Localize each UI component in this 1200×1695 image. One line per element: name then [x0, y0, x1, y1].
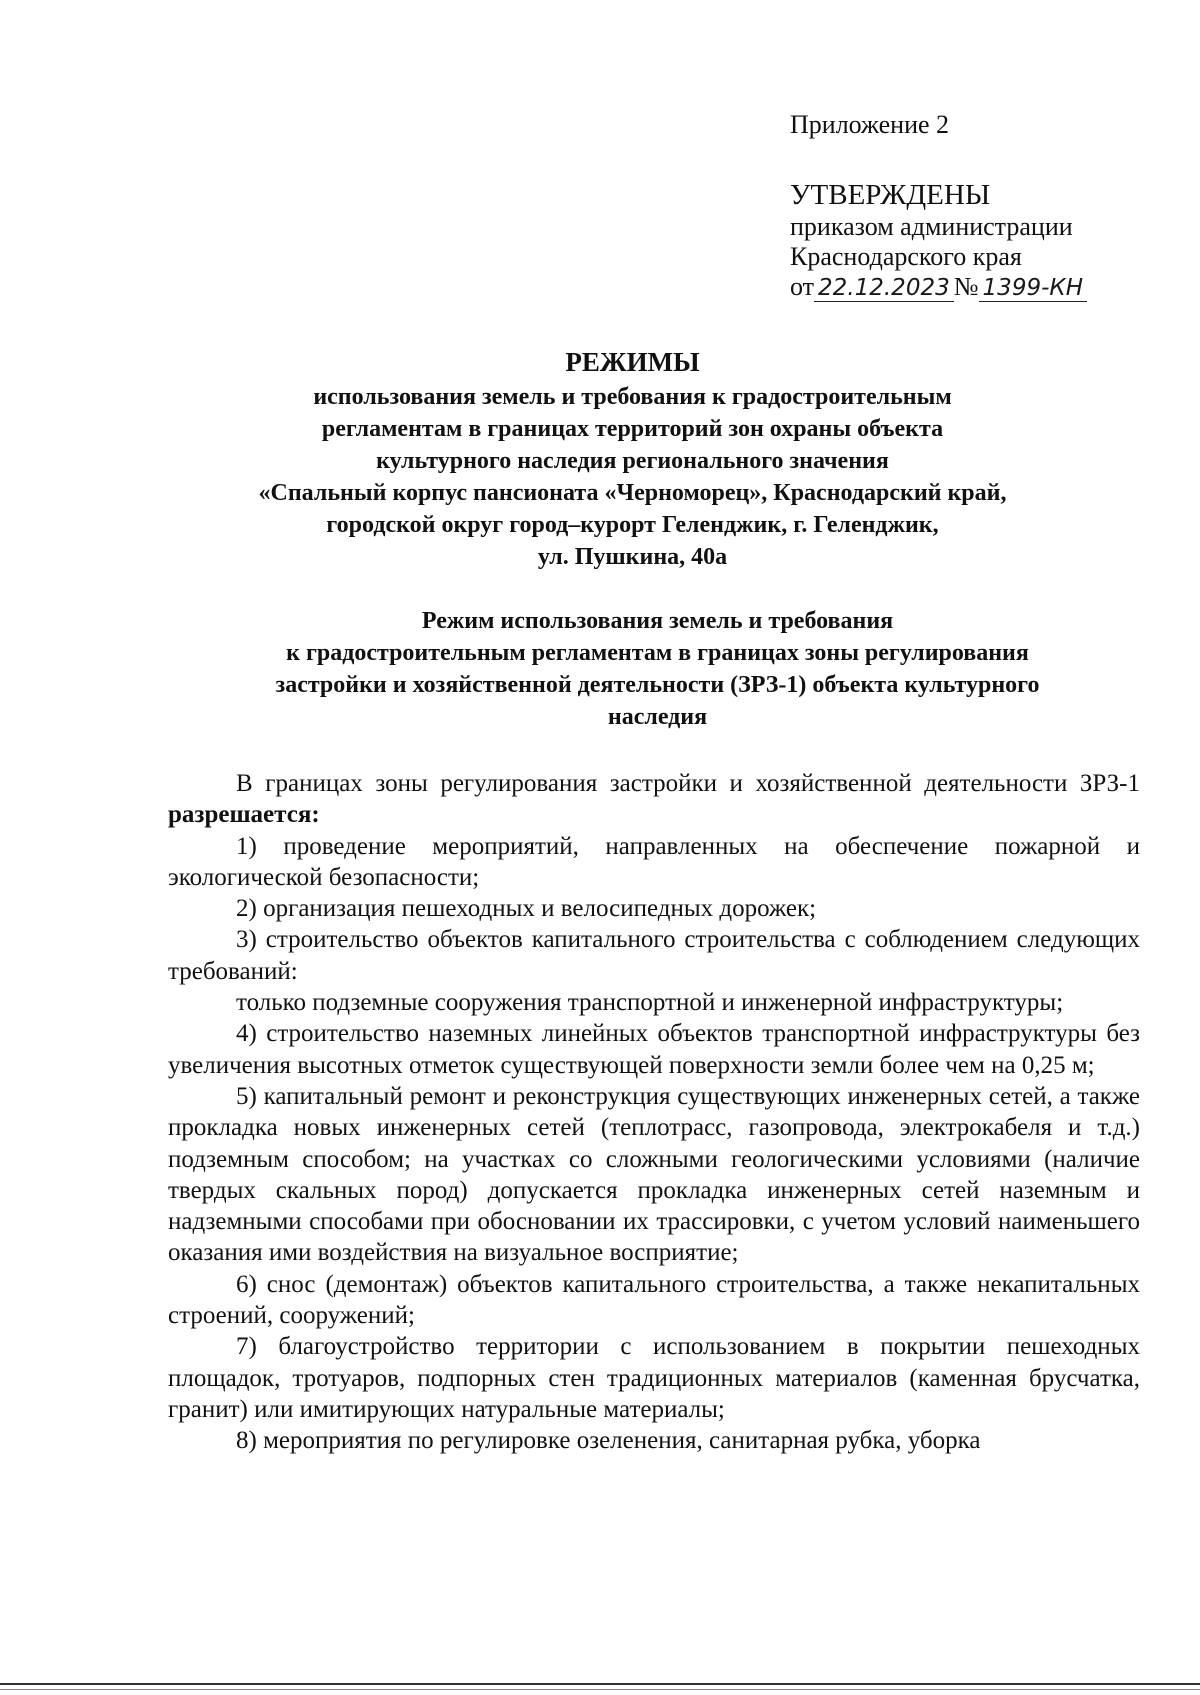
- document-title: РЕЖИМЫ: [565, 347, 700, 377]
- section-heading-line: Режим использования земель и требования: [421, 608, 894, 634]
- list-item: 5) капитальный ремонт и реконструкция существующих инженерных сетей, а также прокладка новых инженерных сетей (теплотрасс, газопровода, электрокабеля и т.д.) подземным способом; на участках со сложными геологическими условиями (наличие твердых скальных пород) допускается прокладка инженерных сетей наземным и надземными способами при обосновании их трассировки, с учетом условий наименьшего оказания ими воздействия на визуальное восприятие;: [168, 1082, 1140, 1267]
- section-heading-line: застройки и хозяйственной деятельности (ЗРЗ-1) объекта культурного: [275, 672, 1040, 698]
- heading-line: использования земель и требования к градостроительным: [313, 384, 952, 410]
- scan-edge-line: [0, 1689, 1200, 1690]
- list-item: 1) проведение мероприятий, направленных на обеспечение пожарной и экологической безопасности;: [168, 832, 1140, 891]
- appendix-label: Приложение 2: [790, 110, 950, 139]
- approved-by-line-1: приказом администрации: [790, 212, 1073, 241]
- list-item: 3) строительство объектов капитального строительства с соблюдением следующих требований:: [168, 926, 1140, 985]
- document-body: [168, 768, 1140, 1457]
- intro-paragraph: [168, 768, 1140, 831]
- heading-line: регламентам в границах территорий зон охраны объекта: [321, 416, 944, 442]
- handwritten-order-number: 1399-КН: [979, 275, 1087, 302]
- intro-text: В границах зоны регулирования застройки и хозяйственной деятельности ЗРЗ-1: [236, 770, 1140, 797]
- approval-block: [790, 110, 1170, 302]
- list-item: только подземные сооружения транспортной и инженерной инфраструктуры;: [236, 989, 1064, 1017]
- section-heading-line: к градостроительным регламентам в границах зоны регулирования: [286, 640, 1029, 666]
- heading-line: культурного наследия регионального значения: [376, 448, 889, 474]
- list-item: 7) благоустройство территории с использованием в покрытии пешеходных площадок, тротуаров, подпорных стен традиционных материалов (каменная брусчатка, гранит) или имитирующих натуральные материалы;: [168, 1333, 1140, 1423]
- scan-edge-line: [0, 1683, 1200, 1685]
- list-item: 8) мероприятия по регулировке озеленения, санитарная рубка, уборка: [236, 1427, 981, 1455]
- section-heading-line: наследия: [607, 704, 708, 730]
- list-item: 4) строительство наземных линейных объектов транспортной инфраструктуры без увеличения высотных отметок существующей поверхности земли более чем на 0,25 м;: [168, 1020, 1140, 1079]
- heading-line: ул. Пушкина, 40а: [537, 544, 728, 570]
- section-heading: [195, 605, 1120, 733]
- intro-permitted: разрешается:: [168, 801, 320, 829]
- handwritten-date: 22.12.2023: [814, 275, 954, 302]
- list-item: 6) снос (демонтаж) объектов капитального строительства, а также некапитальных строений, сооружений;: [168, 1270, 1140, 1330]
- heading-line: «Спальный корпус пансионата «Черноморец», Краснодарский край,: [258, 480, 1007, 506]
- number-sign: №: [953, 272, 979, 301]
- heading-line: городской округ город–курорт Геленджик, г. Геленджик,: [326, 512, 939, 538]
- date-prefix: от: [790, 272, 815, 301]
- document-heading: [190, 345, 1075, 573]
- order-date-number-line: [790, 272, 1170, 302]
- list-item: 2) организация пешеходных и велосипедных дорожек;: [236, 895, 817, 923]
- approved-label: УТВЕРЖДЕНЫ: [790, 179, 991, 211]
- approved-by-line-2: Краснодарского края: [790, 242, 1022, 271]
